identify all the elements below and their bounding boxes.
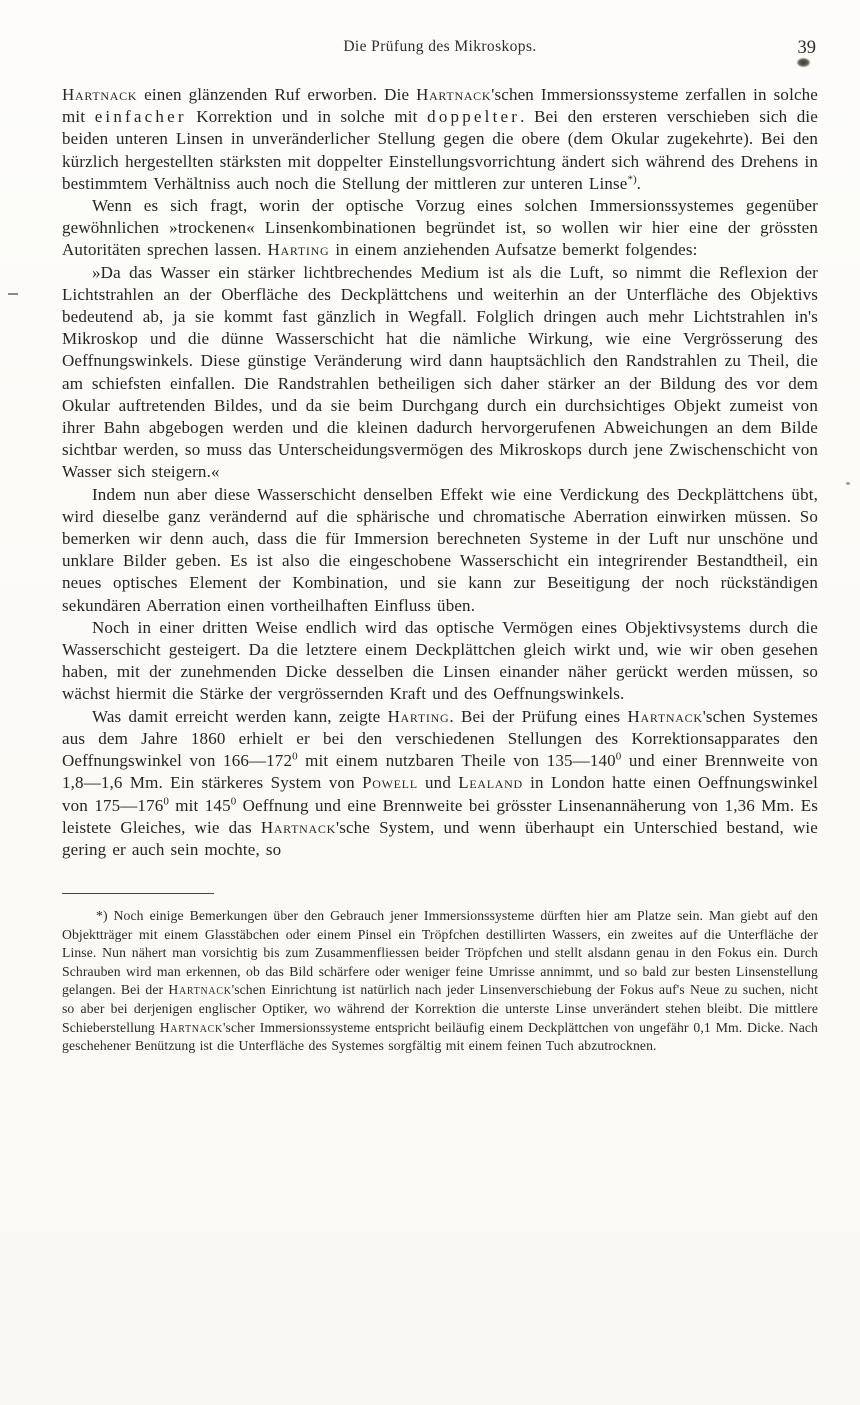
smallcaps-name: Hartnack	[168, 982, 232, 998]
smallcaps-name: Hartnack	[159, 1019, 223, 1035]
text-segment: 'sche System, und wenn überhaupt ein Unterschied bestand, wie gering er auch sein mochte, so	[62, 817, 818, 859]
smallcaps-name: Harting	[267, 240, 330, 260]
text-segment: .	[636, 173, 642, 193]
text-segment: Was damit erreicht werden kann, zeigte	[92, 706, 388, 726]
text-segment: Noch in einer dritten Weise endlich wird das optische Vermögen eines Objektivsystems durch die Wasserschicht gesteigert. Da die letztere einem Deckplättchen gleich wirkt und, wie wir oben gesehen haben, mit der zunehmenden Dicke desselben die Linsen einander näher gerückt werden müssen, so wächst hiermit die Stärke der vergrössernden Kraft und des Oeffnungswinkels.	[62, 617, 818, 704]
text-segment: in London hatte einen Oeffnungswinkel von 175—176	[62, 773, 818, 815]
paragraph	[62, 195, 818, 262]
page-body	[62, 84, 818, 861]
text-segment: Oeffnung und eine Brennweite bei grösster Linsenannäherung von 1,36 Mm. Es leistete Gleiches, wie das	[62, 795, 819, 837]
text-segment: Korrektion und in solche mit	[186, 107, 428, 127]
paragraph	[62, 706, 818, 861]
scan-artifact-dot	[846, 482, 850, 485]
paragraph	[62, 484, 818, 617]
text-segment: Wenn es sich fragt, worin der optische Vorzug eines solchen Immersionssystemes gegenüber gewöhnlichen »trockenen« Linsenkombinationen begründet ist, so wollen wir hier eine der grössten Autoritäten sprechen lassen.	[62, 196, 818, 260]
smallcaps-name: Harting	[387, 706, 450, 726]
spaced-emphasis: doppelter	[427, 107, 521, 127]
text-segment: . Bei der Prüfung eines	[449, 706, 628, 726]
text-segment: mit 145	[168, 795, 231, 815]
smallcaps-name: Powell	[362, 773, 418, 793]
superscript: 0	[163, 794, 169, 807]
text-segment: »Da das Wasser ein stärker lichtbrechendes Medium ist als die Luft, so nimmt die Reflexion der Lichtstrahlen an der Oberfläche des Deckplättchens und weiterhin an der Unterfläche des Objektivs bedeutend ab, ja sie kommt fast gänzlich in Wegfall. Folglich dringen auch mehr Lichtstrahlen in's Mikroskop und die dünne Wasserschicht hat die nämliche Wirkung, wie eine Vergrösserung des Oeffnungswinkels. Diese günstige Veränderung wird dann hauptsächlich den Randstrahlen zu Theil, die am schiefsten einfallen. Die Randstrahlen betheiligen sich daher stärker an der Bildung des vor dem Okular auftretenden Bildes, und da sie beim Durchgang durch ein durchsichtiges Objekt zumeist von ihrer Bahn abgebogen werden und die kleinen dadurch hervorgerufenen Abweichungen an dem Bilde sichtbar werden, so muss das Unterscheidungsvermögen des Mikroskops durch jene Zwischenschicht von Wasser sich steigern.«	[62, 262, 818, 482]
superscript: 0	[615, 750, 622, 763]
footnote-rule	[62, 893, 214, 894]
text-segment: 'schen Immersionssysteme zerfallen in solche mit	[62, 85, 818, 127]
text-segment: und	[417, 773, 459, 793]
footnote-section	[62, 893, 818, 1056]
text-segment: und einer Brennweite von 1,8—1,6 Mm. Ein stärkeres System von	[62, 751, 819, 793]
page-header	[62, 34, 818, 64]
footnote-text	[62, 907, 818, 1056]
paragraph	[62, 617, 818, 706]
superscript: *)	[627, 173, 637, 186]
text-segment: einen glänzenden Ruf erworben. Die	[137, 85, 417, 104]
paragraph	[62, 262, 818, 484]
smallcaps-name: Hartnack	[260, 817, 336, 837]
scan-artifact-dash	[8, 293, 18, 295]
ink-smudge	[797, 58, 810, 67]
superscript: 0	[230, 794, 237, 807]
spaced-emphasis: einfacher	[94, 107, 187, 127]
superscript: 0	[292, 750, 298, 763]
text-segment: 'schen Einrichtung ist natürlich nach jeder Linsenverschiebung der Fokus auf's Neue zu suchen, nicht so aber bei derjenigen englischer Optiker, wo während der Korrektion die unterste Linse unverändert stehen bleibt. Die mittlere Schieberstellung	[62, 982, 818, 1035]
text-segment: . Bei den ersteren verschieben sich die beiden unteren Linsen in unveränderlicher Stellung gegen die obere (dem Okular zugekehrte). Bei den kürzlich hergestellten stärksten mit doppelter Einstellungsvorrichtung ändert sich während des Drehens in bestimmtem Verhältniss auch noch die Stellung der mittleren zur unteren Linse	[62, 107, 818, 193]
text-segment: *) Noch einige Bemerkungen über den Gebrauch jener Immersionssysteme dürften hier am Platze sein. Man giebt auf den Objektträger mit einem Glasstäbchen oder einem Pinsel ein Tröpfchen destillirten Wassers, ein zweites auf die Unterfläche der Linse. Nun nähert man vorsichtig bis zum Zusammenfliessen beider Tröpfchen und stellt alsdann genau in den Fokus ein. Durch Schrauben wird man erkennen, ob das Bild schärfere oder weniger feine Umrisse annimmt, und so bald zur besten Linsenstellung gelangen. Bei der	[62, 908, 818, 998]
smallcaps-name: Lealand	[458, 773, 523, 793]
text-segment: 'scher Immersionssysteme entspricht beiläufig einem Deckplättchen von ungefähr 0,1 Mm. Dicke. Nach geschehener Benützung ist die Unterfläche des Systemes sorgfältig mit einem feinen Tuch abzutrocknen.	[62, 1019, 818, 1054]
text-segment: 'schen Systemes aus dem Jahre 1860 erhielt er bei den verschiedenen Stellungen des Korrektionsapparates den Oeffnungswinkel von 166—172	[62, 706, 819, 771]
page-number: 39	[797, 38, 816, 58]
paragraph	[62, 84, 818, 195]
running-title: Die Prüfung des Mikroskops.	[343, 38, 537, 55]
text-segment: in einem anziehenden Aufsatze bemerkt folgendes:	[329, 240, 698, 260]
smallcaps-name: Hartnack	[627, 706, 703, 726]
text-segment: mit einem nutzbaren Theile von 135—140	[297, 751, 616, 771]
smallcaps-name: Hartnack	[62, 85, 138, 104]
smallcaps-name: Hartnack	[416, 85, 492, 104]
text-segment: Indem nun aber diese Wasserschicht denselben Effekt wie eine Verdickung des Deckplättchens übt, wird dieselbe ganz verändernd auf die sphärische und chromatische Aberration einwirken müssen. So bemerken wir denn auch, dass die für Immersion berechneten Systeme in der Luft nur unschöne und unklare Bilder geben. Es ist also die eingeschobene Wasserschicht ein integrirender Bestandtheil, ein neues optisches Element der Kombination, und sie kann zur Beseitigung der noch rückständigen sekundären Aberration einen vortheilhaften Einfluss üben.	[62, 484, 818, 615]
